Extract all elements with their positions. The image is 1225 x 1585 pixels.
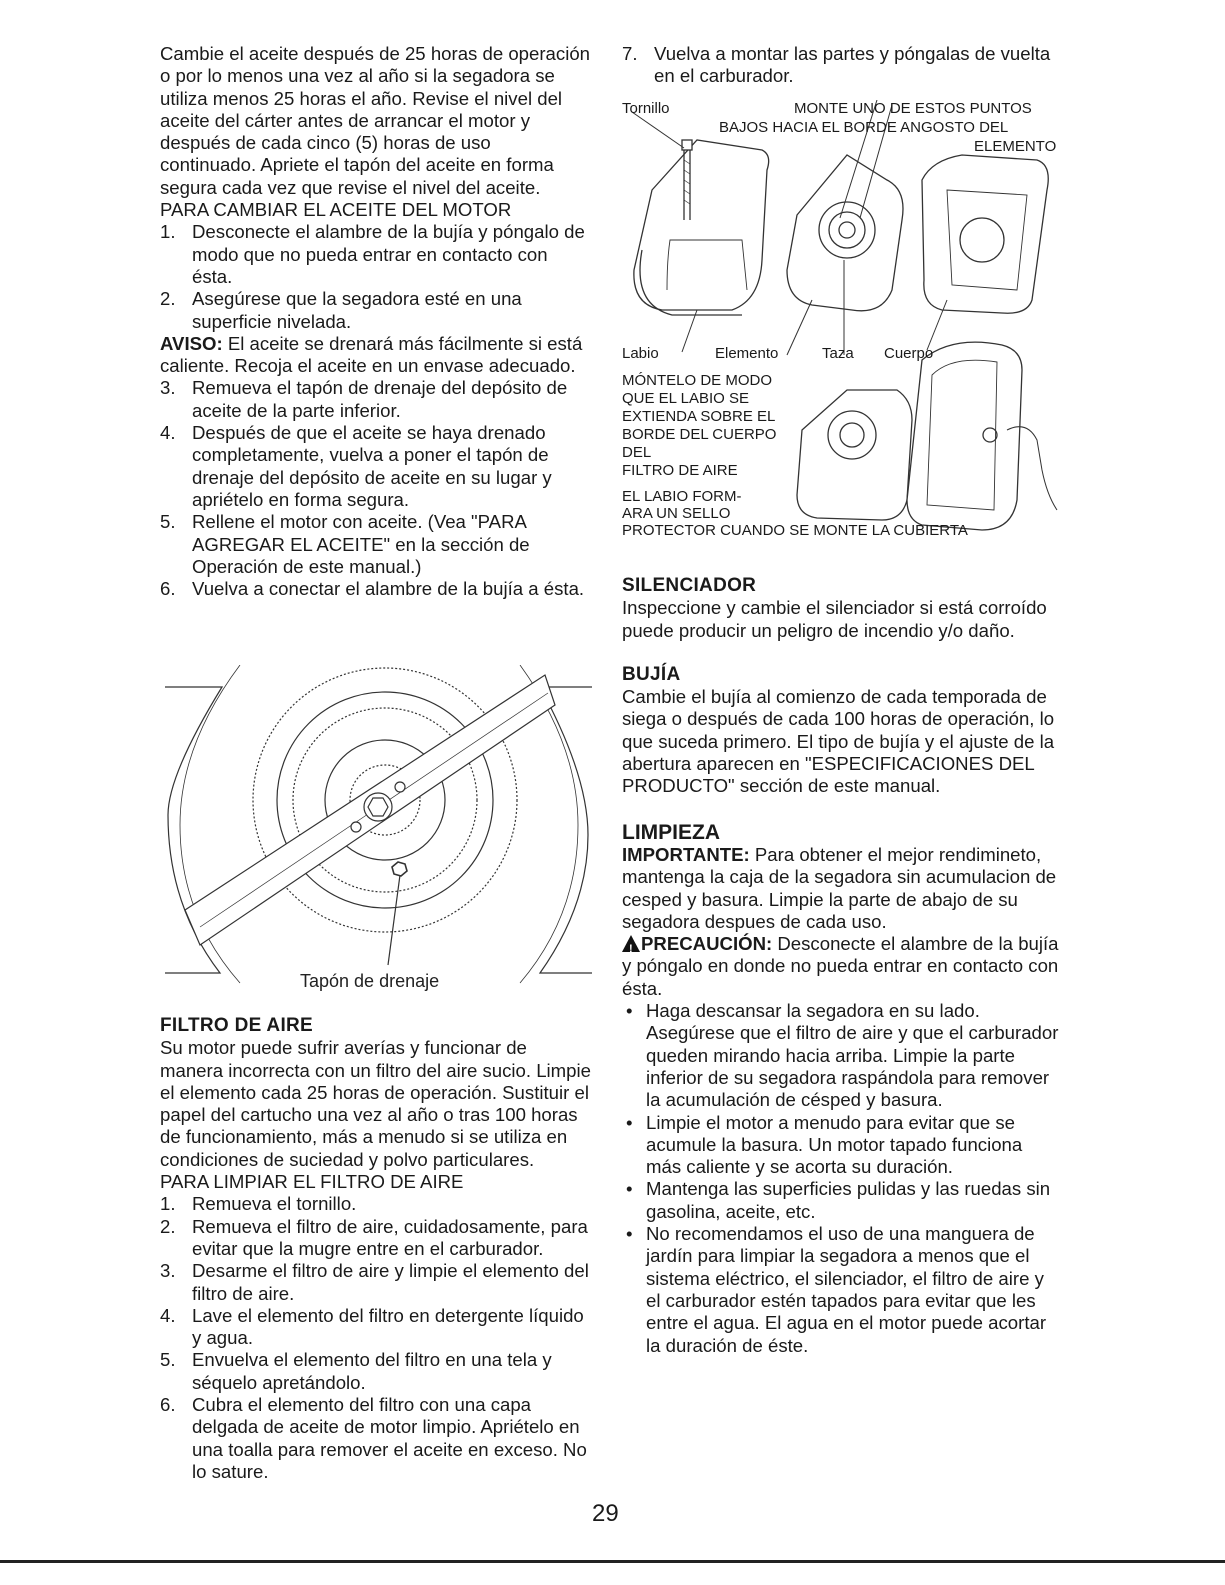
list-item: 7. Vuelva a montar las partes y póngalas de vuelta en el carburador. (622, 43, 1051, 87)
list-item: 2. Asegúrese que la segadora esté en una superficie nivelada. (160, 288, 522, 332)
montelo-label-2: QUE EL LABIO SE (622, 390, 749, 407)
list-item: • Limpie el motor a menudo para evitar que se acumule la basura. Un motor tapado funciona más caliente y se acorta su duración. (626, 1111, 1023, 1178)
drain-plug-label: Tapón de drenaje (300, 971, 440, 991)
monte-label-2: BAJOS HACIA EL BORDE ANGOSTO DEL (719, 119, 1009, 136)
list-item: • No recomendamos el uso de una manguera de jardín para limpiar la segadora a menos que el sistema eléctrico, el silenciador, el filtro de aire y el carburador estén tapados para evitar que les entre el agua. El agua en el motor puede acortar la duración de éste. (626, 1223, 1047, 1356)
list-item: 4. Lave el elemento del filtro en detergente líquido y agua. (160, 1304, 584, 1349)
monte-label-1: MONTE UNO DE ESTOS PUNTOS (794, 100, 1032, 117)
montelo-label-1: MÓNTELO DE MODO (622, 372, 773, 389)
silenciador-heading: SILENCIADOR (622, 575, 757, 596)
elemento-label: Elemento (715, 345, 779, 362)
precaucion-paragraph (622, 933, 1060, 1000)
limpieza-heading: LIMPIEZA (622, 820, 720, 844)
silenciador-paragraph: Inspeccione y cambie el silenciador si está corroído puede producir un peligro de incendio y/o daño. (622, 597, 1047, 641)
left-column-top (160, 43, 592, 600)
air-filter-heading: FILTRO DE AIRE (160, 1015, 314, 1036)
list-item: 3. Remueva el tapón de drenaje del depósito de aceite de la parte inferior. (160, 377, 568, 421)
labio-label: Labio (622, 345, 659, 362)
list-item: 4. Después de que el aceite se haya drenado completamente, vuelva a poner el tapón de drenaje del depósito de aceite en su lugar y apriételo en forma segura. (160, 422, 552, 510)
bujia-paragraph: Cambie el bujía al comienzo de cada temporada de siega o después de cada 100 horas de operación, lo que suceda primero. El tipo de bujía y el ajuste de la abertura aparecen en "ESPECIFICACIONES DEL PRODUCTO" sección de este manual. (622, 686, 1055, 797)
list-item: 5. Envuelva el elemento del filtro en una tela y séquelo apretándolo. (160, 1349, 552, 1393)
precaucion-text: Desconecte el alambre de la bujía y póngalo en donde no pueda entrar en contacto con ésta. (622, 933, 1059, 999)
list-item: 3. Desarme el filtro de aire y limpie el elemento del filtro de aire. (160, 1260, 589, 1304)
monte-label-3: ELEMENTO (974, 138, 1057, 155)
bottom-rule (0, 1560, 1225, 1563)
importante-label: IMPORTANTE: (622, 843, 750, 865)
drain-plug-figure (160, 665, 595, 1005)
bujia-heading: BUJÍA (622, 663, 681, 685)
list-item: 6. Cubra el elemento del filtro con una capa delgada de aceite de motor limpio. Apriételo en una toalla para remover el aceite en exceso. No lo sature. (160, 1394, 587, 1482)
cuerpo-label: Cuerpo (884, 345, 934, 362)
page-number: 29 (592, 1500, 619, 1527)
right-column-top (622, 43, 1060, 88)
tornillo-label: Tornillo (622, 100, 670, 117)
montelo-label-6: FILTRO DE AIRE (622, 462, 738, 479)
montelo-label-3: EXTIENDA SOBRE EL (622, 408, 776, 425)
oil-change-heading: PARA CAMBIAR EL ACEITE DEL MOTOR (160, 199, 512, 221)
forma-label-2: ARA UN SELLO (622, 505, 731, 522)
aviso-note (160, 333, 592, 378)
montelo-label-4: BORDE DEL CUERPO (622, 426, 777, 443)
warning-icon (622, 935, 640, 952)
aviso-label: AVISO: (160, 332, 223, 354)
air-filter-paragraph: Su motor puede sufrir averías y funcionar de manera incorrecta con un filtro del aire sucio. Limpie el elemento cada 25 horas de operación. Sustituir el papel del cartucho una vez al año o tras 100 horas de funcionamiento, más a menudo si se utiliza en condiciones de suciedad y polvo particulares. (160, 1037, 591, 1170)
list-item: 2. Remueva el filtro de aire, cuidadosamente, para evitar que la mugre entre en el carburador. (160, 1215, 588, 1259)
right-column-bottom (622, 575, 1060, 1357)
list-item: • Mantenga las superficies pulidas y las ruedas sin gasolina, aceite, etc. (626, 1178, 1051, 1222)
forma-label-3: PROTECTOR CUANDO SE MONTE LA CUBIERTA (622, 522, 968, 539)
list-item: • Haga descansar la segadora en su lado. Asegúrese que el filtro de aire y que el carburador queden mirando hacia arriba. Limpie la parte inferior de su segadora raspándola para remover la acumulación de césped y basura. (626, 1000, 1059, 1111)
importante-paragraph (622, 844, 1060, 933)
reassemble-step (622, 43, 1060, 88)
taza-label: Taza (822, 345, 854, 362)
list-item: 1. Desconecte el alambre de la bujía y póngalo de modo que no pueda entrar en contacto con ésta. (160, 221, 585, 287)
air-clean-heading: PARA LIMPIAR EL FILTRO DE AIRE (160, 1171, 464, 1193)
aviso-text: El aceite se drenará más fácilmente si está caliente. Recoja el aceite en un envase adecuado. (160, 332, 583, 377)
air-steps-list (160, 1193, 592, 1483)
cleaning-bullets (622, 1000, 1060, 1357)
oil-steps-list-a (160, 221, 592, 332)
importante-text: Para obtener el mejor rendimineto, mantenga la caja de la segadora sin acumulacion de cesped y basura. Limpie la parte de abajo de su segadora despues de cada uso. (622, 843, 1057, 932)
left-column-bottom (160, 1015, 592, 1483)
list-item: 1. Remueva el tornillo. (160, 1193, 357, 1215)
forma-label-1: EL LABIO FORM- (622, 488, 742, 505)
precaucion-label: PRECAUCIÓN: (641, 933, 773, 955)
list-item: 5. Rellene el motor con aceite. (Vea "PARA AGREGAR EL ACEITE" en la sección de Operación de este manual.) (160, 511, 530, 577)
air-filter-diagram (622, 100, 1062, 540)
oil-intro-paragraph: Cambie el aceite después de 25 horas de operación o por lo menos una vez al año si la segadora se utiliza menos 25 horas el año. Revise el nivel del aceite del cárter antes de arrancar el motor y después de cada cinco (5) horas de uso continuado. Apriete el tapón del aceite en forma segura cada vez que revise el nivel del aceite. (160, 43, 591, 198)
oil-steps-list-b (160, 377, 592, 600)
list-item: 6. Vuelva a conectar el alambre de la bujía a ésta. (160, 578, 585, 600)
montelo-label-5: DEL (622, 444, 652, 461)
